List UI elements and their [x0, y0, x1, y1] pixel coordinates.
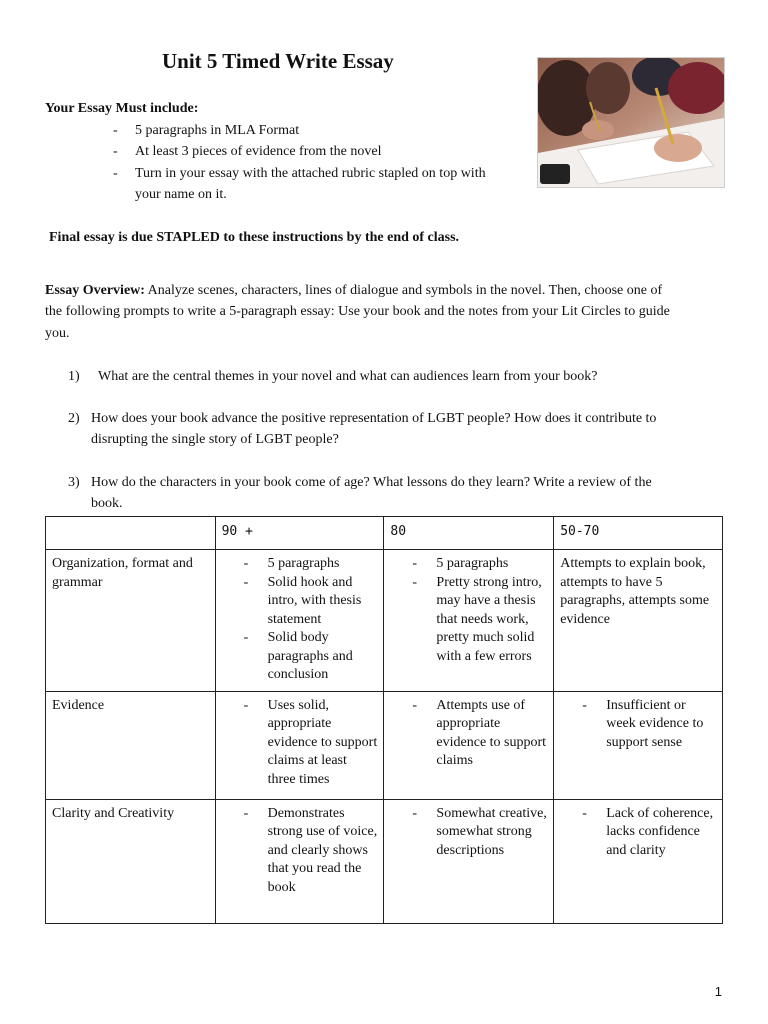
overview-line: the following prompts to write a 5-paragraph essay: Use your book and the notes from your Lit Circles to guide: [45, 304, 670, 319]
score-cell: [554, 691, 723, 799]
bullet-dash: -: [113, 123, 118, 138]
criterion-cell: Organization, format and grammar: [46, 550, 216, 692]
header-cell-90: 90 +: [215, 517, 384, 550]
prompt-text: How do the characters in your book come of age? What lessons do they learn? Write a review of the: [91, 475, 652, 490]
score-cell: [384, 550, 554, 692]
score-cell: [384, 799, 554, 923]
prompt-text: book.: [91, 496, 123, 511]
score-cell: [215, 550, 384, 692]
score-cell: [554, 799, 723, 923]
requirement-item: Turn in your essay with the attached rubric stapled on top with: [135, 166, 486, 181]
list-item: - Uses solid, appropriate evidence to support claims at least three times: [244, 697, 378, 790]
score-cell: [384, 691, 554, 799]
list-item: - Insufficient or week evidence to support sense: [582, 697, 716, 753]
page-title: Unit 5 Timed Write Essay: [162, 49, 394, 73]
list-item: - Lack of coherence, lacks confidence and clarity: [582, 805, 716, 861]
due-notice: Final essay is due STAPLED to these instructions by the end of class.: [49, 230, 460, 245]
score-cell: Attempts to explain book, attempts to have 5 paragraphs, attempts some evidence: [554, 550, 723, 692]
header-cell-80: 80: [384, 517, 554, 550]
table-header-row: [46, 517, 723, 550]
score-cell: [215, 799, 384, 923]
students-writing-photo: [537, 57, 725, 188]
list-item: - 5 paragraphs: [244, 555, 378, 574]
requirement-item: 5 paragraphs in MLA Format: [135, 123, 300, 138]
table-row: [46, 550, 723, 692]
prompt-number: 1): [68, 369, 80, 384]
overview-line: you.: [45, 326, 70, 341]
prompt-text: How does your book advance the positive representation of LGBT people? How does it contribute to: [91, 411, 657, 426]
prompt-text: disrupting the single story of LGBT people?: [91, 432, 339, 447]
bullet-dash: -: [113, 166, 118, 181]
table-row: [46, 799, 723, 923]
prompt-text: What are the central themes in your novel and what can audiences learn from your book?: [98, 369, 598, 384]
score-cell: [215, 691, 384, 799]
requirements-heading: Your Essay Must include:: [45, 101, 199, 116]
list-item: - Solid body paragraphs and conclusion: [244, 629, 378, 685]
criterion-cell: Evidence: [46, 691, 216, 799]
bullet-dash: -: [113, 144, 118, 159]
list-item: - Pretty strong intro, may have a thesis that needs work, pretty much solid with a few errors: [412, 574, 547, 667]
list-item: - Somewhat creative, somewhat strong descriptions: [412, 805, 547, 861]
prompt-number: 2): [68, 411, 80, 426]
list-item: - Attempts use of appropriate evidence to support claims: [412, 697, 547, 771]
overview-label: Essay Overview:: [45, 283, 145, 298]
overview-line: Essay Overview: Analyze scenes, characters, lines of dialogue and symbols in the novel. Then, choose one of: [45, 283, 663, 298]
header-cell-50-70: 50-70: [554, 517, 723, 550]
prompt-number: 3): [68, 475, 80, 490]
list-item: - Demonstrates strong use of voice, and clearly shows that you read the book: [244, 805, 378, 898]
requirement-item-continued: your name on it.: [135, 187, 227, 202]
list-item: - 5 paragraphs: [412, 555, 547, 574]
header-cell: [46, 517, 216, 550]
requirement-item: At least 3 pieces of evidence from the novel: [135, 144, 382, 159]
list-item: - Solid hook and intro, with thesis statement: [244, 574, 378, 630]
grading-rubric-table: [45, 516, 723, 924]
table-row: [46, 691, 723, 799]
criterion-cell: Clarity and Creativity: [46, 799, 216, 923]
page-number: 1: [714, 984, 722, 999]
